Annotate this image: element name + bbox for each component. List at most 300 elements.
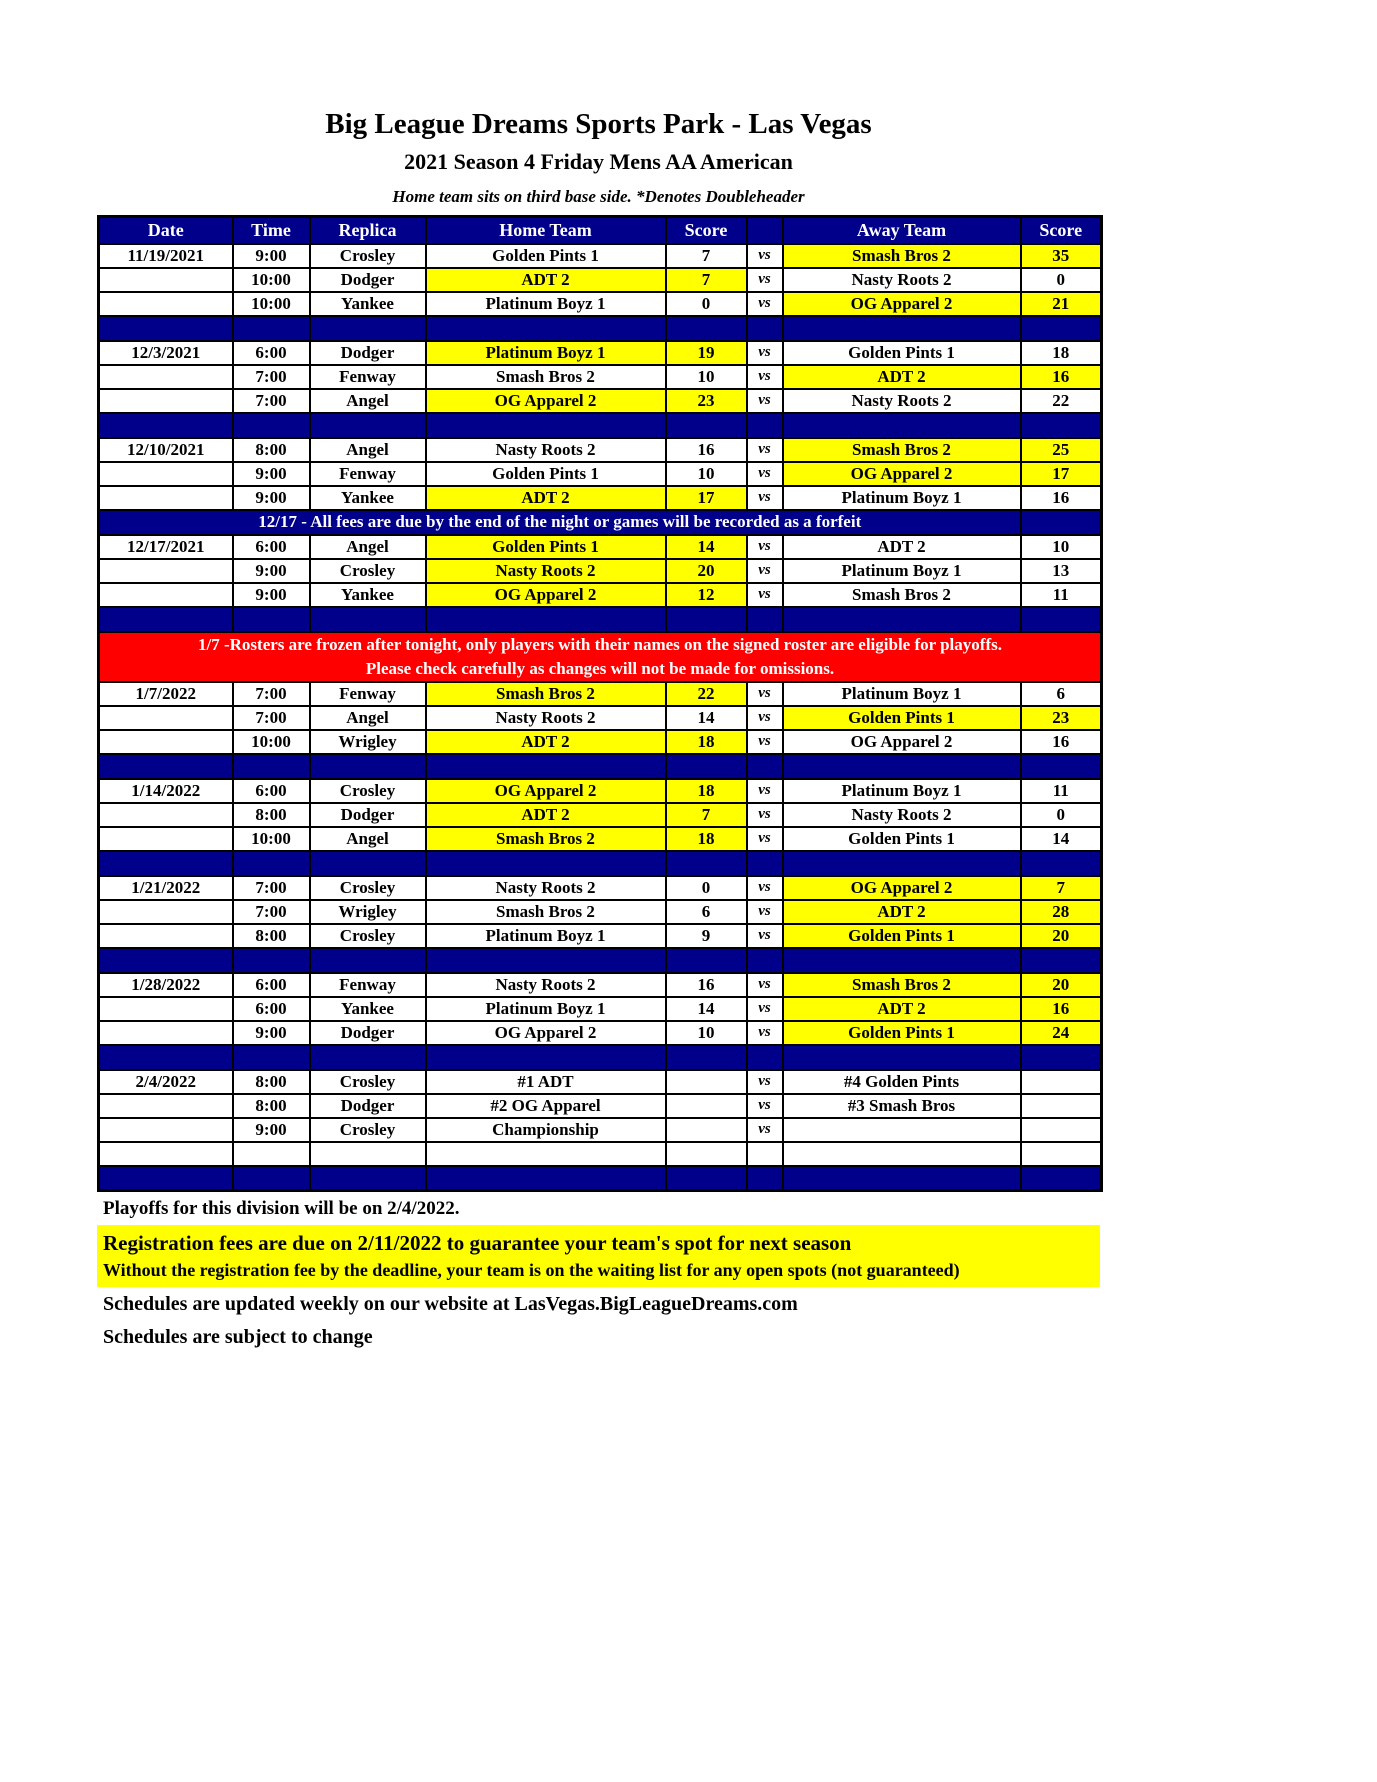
away-team-cell: #4 Golden Pints: [783, 1070, 1021, 1094]
replica-cell: Angel: [310, 389, 426, 413]
home-score-cell: 20: [666, 559, 747, 583]
vs-cell: vs: [747, 438, 783, 462]
away-score-cell: 11: [1021, 583, 1102, 607]
vs-cell: vs: [747, 706, 783, 730]
sep-cell: [99, 1166, 233, 1191]
roster-notice-text: [99, 632, 1102, 682]
replica-cell: Crosley: [310, 244, 426, 268]
time-cell: 7:00: [233, 900, 310, 924]
sep-cell: [783, 851, 1021, 876]
replica-cell: Dodger: [310, 1021, 426, 1045]
date-cell: [99, 486, 233, 510]
home-team-cell: Nasty Roots 2: [426, 438, 666, 462]
replica-cell: Fenway: [310, 973, 426, 997]
away-team-cell: Golden Pints 1: [783, 827, 1021, 851]
empty-cell: [426, 1142, 666, 1166]
replica-cell: Yankee: [310, 583, 426, 607]
time-cell: 7:00: [233, 876, 310, 900]
home-team-cell: Platinum Boyz 1: [426, 341, 666, 365]
home-team-cell: Smash Bros 2: [426, 900, 666, 924]
away-score-cell: 14: [1021, 827, 1102, 851]
game-row: [99, 779, 1102, 803]
away-team-cell: Smash Bros 2: [783, 973, 1021, 997]
game-row: [99, 876, 1102, 900]
vs-cell: vs: [747, 973, 783, 997]
empty-cell: [1021, 1142, 1102, 1166]
away-team-cell: #3 Smash Bros: [783, 1094, 1021, 1118]
vs-cell: vs: [747, 389, 783, 413]
away-team-cell: OG Apparel 2: [783, 292, 1021, 316]
home-team-cell: Nasty Roots 2: [426, 559, 666, 583]
home-team-cell: Golden Pints 1: [426, 244, 666, 268]
game-row: [99, 1094, 1102, 1118]
sep-cell: [310, 1166, 426, 1191]
time-cell: 8:00: [233, 924, 310, 948]
away-team-cell: Platinum Boyz 1: [783, 779, 1021, 803]
away-team-cell: Platinum Boyz 1: [783, 682, 1021, 706]
away-team-cell: Smash Bros 2: [783, 244, 1021, 268]
replica-cell: Dodger: [310, 803, 426, 827]
sep-cell: [747, 754, 783, 779]
home-score-cell: 22: [666, 682, 747, 706]
time-cell: 9:00: [233, 462, 310, 486]
home-score-cell: 7: [666, 268, 747, 292]
sep-cell: [233, 754, 310, 779]
sep-cell: [1021, 754, 1102, 779]
game-row: [99, 341, 1102, 365]
home-team-cell: Platinum Boyz 1: [426, 292, 666, 316]
away-score-cell: 10: [1021, 535, 1102, 559]
away-score-cell: 21: [1021, 292, 1102, 316]
home-team-cell: Smash Bros 2: [426, 682, 666, 706]
vs-cell: vs: [747, 535, 783, 559]
sep-cell: [666, 413, 747, 438]
game-row: [99, 1021, 1102, 1045]
footer-registration-note: Registration fees are due on 2/11/2022 to guarantee your team's spot for next season: [103, 1231, 852, 1255]
sep-cell: [426, 316, 666, 341]
sep-cell: [99, 1045, 233, 1070]
vs-cell: vs: [747, 268, 783, 292]
away-team-cell: Nasty Roots 2: [783, 389, 1021, 413]
away-team-cell: [783, 1118, 1021, 1142]
empty-row: [99, 1142, 1102, 1166]
separator-row: [99, 413, 1102, 438]
replica-cell: Yankee: [310, 292, 426, 316]
header-date: Date: [99, 217, 233, 244]
away-score-cell: 22: [1021, 389, 1102, 413]
replica-cell: Yankee: [310, 997, 426, 1021]
home-team-cell: ADT 2: [426, 486, 666, 510]
sep-cell: [1021, 1166, 1102, 1191]
game-row: [99, 1118, 1102, 1142]
away-team-cell: Golden Pints 1: [783, 1021, 1021, 1045]
away-team-cell: Golden Pints 1: [783, 341, 1021, 365]
home-team-cell: Nasty Roots 2: [426, 973, 666, 997]
sep-cell: [99, 316, 233, 341]
vs-cell: vs: [747, 827, 783, 851]
time-cell: 9:00: [233, 559, 310, 583]
away-score-cell: 35: [1021, 244, 1102, 268]
time-cell: 8:00: [233, 1070, 310, 1094]
date-cell: 12/3/2021: [99, 341, 233, 365]
away-score-cell: 11: [1021, 779, 1102, 803]
vs-cell: vs: [747, 900, 783, 924]
sep-cell: [1021, 316, 1102, 341]
game-row: [99, 730, 1102, 754]
game-row: [99, 997, 1102, 1021]
away-team-cell: Smash Bros 2: [783, 438, 1021, 462]
time-cell: 9:00: [233, 244, 310, 268]
date-cell: [99, 1021, 233, 1045]
time-cell: 6:00: [233, 779, 310, 803]
away-score-cell: 18: [1021, 341, 1102, 365]
sep-cell: [666, 607, 747, 632]
sep-cell: [310, 1045, 426, 1070]
empty-cell: [783, 1142, 1021, 1166]
sep-cell: [426, 413, 666, 438]
footer-website-note: Schedules are updated weekly on our website at LasVegas.BigLeagueDreams.com: [103, 1293, 798, 1315]
replica-cell: Angel: [310, 706, 426, 730]
sep-cell: [99, 948, 233, 973]
away-score-cell: [1021, 1070, 1102, 1094]
date-cell: 12/17/2021: [99, 535, 233, 559]
away-team-cell: ADT 2: [783, 365, 1021, 389]
time-cell: 9:00: [233, 1118, 310, 1142]
replica-cell: Angel: [310, 438, 426, 462]
date-cell: [99, 1094, 233, 1118]
separator-row: [99, 607, 1102, 632]
sep-cell: [310, 607, 426, 632]
time-cell: 6:00: [233, 535, 310, 559]
game-row: [99, 900, 1102, 924]
date-cell: [99, 389, 233, 413]
home-team-cell: Nasty Roots 2: [426, 706, 666, 730]
sep-cell: [747, 1166, 783, 1191]
replica-cell: Wrigley: [310, 900, 426, 924]
home-score-cell: 17: [666, 486, 747, 510]
away-team-cell: Platinum Boyz 1: [783, 486, 1021, 510]
fees-notice-row: [99, 510, 1102, 535]
replica-cell: Angel: [310, 535, 426, 559]
sep-cell: [1021, 413, 1102, 438]
time-cell: 8:00: [233, 1094, 310, 1118]
header-home-team: Home Team: [426, 217, 666, 244]
time-cell: 9:00: [233, 1021, 310, 1045]
sep-cell: [99, 851, 233, 876]
date-cell: [99, 583, 233, 607]
away-team-cell: OG Apparel 2: [783, 876, 1021, 900]
home-team-cell: OG Apparel 2: [426, 583, 666, 607]
replica-cell: Fenway: [310, 462, 426, 486]
separator-row: [99, 754, 1102, 779]
away-score-cell: 17: [1021, 462, 1102, 486]
replica-cell: Angel: [310, 827, 426, 851]
time-cell: 7:00: [233, 389, 310, 413]
sep-cell: [233, 607, 310, 632]
home-score-cell: 23: [666, 389, 747, 413]
home-score-cell: 0: [666, 876, 747, 900]
home-score-cell: 10: [666, 1021, 747, 1045]
away-team-cell: ADT 2: [783, 535, 1021, 559]
sep-cell: [666, 948, 747, 973]
date-cell: 1/14/2022: [99, 779, 233, 803]
time-cell: 10:00: [233, 827, 310, 851]
game-row: [99, 389, 1102, 413]
sep-cell: [310, 754, 426, 779]
game-row: [99, 924, 1102, 948]
page-title: Big League Dreams Sports Park - Las Vegas: [325, 108, 872, 140]
home-team-cell: Golden Pints 1: [426, 462, 666, 486]
vs-cell: vs: [747, 997, 783, 1021]
header-replica: Replica: [310, 217, 426, 244]
fees-notice-score-cell: [1021, 510, 1102, 535]
home-score-cell: 7: [666, 244, 747, 268]
away-score-cell: 20: [1021, 973, 1102, 997]
roster-notice-line: Please check carefully as changes will not be made for omissions.: [365, 658, 835, 678]
page-content: [97, 0, 1100, 1351]
date-cell: [99, 559, 233, 583]
time-cell: 6:00: [233, 341, 310, 365]
date-cell: 2/4/2022: [99, 1070, 233, 1094]
header-vs: [747, 217, 783, 244]
replica-cell: Dodger: [310, 341, 426, 365]
away-score-cell: 24: [1021, 1021, 1102, 1045]
empty-cell: [310, 1142, 426, 1166]
sep-cell: [99, 607, 233, 632]
sep-cell: [666, 851, 747, 876]
replica-cell: Dodger: [310, 1094, 426, 1118]
game-row: [99, 535, 1102, 559]
game-row: [99, 292, 1102, 316]
sep-cell: [666, 1166, 747, 1191]
game-row: [99, 827, 1102, 851]
replica-cell: Crosley: [310, 779, 426, 803]
home-team-cell: Championship: [426, 1118, 666, 1142]
sep-cell: [233, 413, 310, 438]
sep-cell: [426, 851, 666, 876]
home-score-cell: 14: [666, 535, 747, 559]
vs-cell: vs: [747, 341, 783, 365]
home-team-cell: Platinum Boyz 1: [426, 924, 666, 948]
home-score-cell: 16: [666, 438, 747, 462]
vs-cell: vs: [747, 779, 783, 803]
sep-cell: [233, 1045, 310, 1070]
roster-notice-row: [99, 632, 1102, 682]
separator-row: [99, 851, 1102, 876]
away-score-cell: 16: [1021, 997, 1102, 1021]
game-row: [99, 973, 1102, 997]
sep-cell: [747, 851, 783, 876]
page-subtitle: 2021 Season 4 Friday Mens AA American: [404, 149, 793, 174]
schedule-note: Home team sits on third base side. *Denotes Doubleheader: [392, 187, 805, 206]
home-score-cell: 12: [666, 583, 747, 607]
home-score-cell: 7: [666, 803, 747, 827]
sep-cell: [233, 1166, 310, 1191]
home-score-cell: 9: [666, 924, 747, 948]
sep-cell: [747, 607, 783, 632]
home-score-cell: 14: [666, 997, 747, 1021]
sep-cell: [783, 754, 1021, 779]
date-cell: [99, 900, 233, 924]
home-team-cell: ADT 2: [426, 268, 666, 292]
home-score-cell: [666, 1070, 747, 1094]
replica-cell: Crosley: [310, 1070, 426, 1094]
replica-cell: Wrigley: [310, 730, 426, 754]
away-score-cell: 16: [1021, 486, 1102, 510]
game-row: [99, 438, 1102, 462]
home-team-cell: #1 ADT: [426, 1070, 666, 1094]
date-cell: 11/19/2021: [99, 244, 233, 268]
replica-cell: Crosley: [310, 559, 426, 583]
date-cell: [99, 924, 233, 948]
sep-cell: [783, 607, 1021, 632]
vs-cell: vs: [747, 682, 783, 706]
vs-cell: vs: [747, 730, 783, 754]
separator-row: [99, 948, 1102, 973]
away-score-cell: 0: [1021, 268, 1102, 292]
game-row: [99, 559, 1102, 583]
time-cell: 10:00: [233, 292, 310, 316]
replica-cell: Crosley: [310, 876, 426, 900]
date-cell: [99, 827, 233, 851]
sep-cell: [426, 1045, 666, 1070]
home-score-cell: 18: [666, 730, 747, 754]
away-score-cell: 16: [1021, 730, 1102, 754]
fees-notice-text: 12/17 - All fees are due by the end of the night or games will be recorded as a forfeit: [99, 510, 1021, 535]
away-team-cell: Platinum Boyz 1: [783, 559, 1021, 583]
header-away-team: Away Team: [783, 217, 1021, 244]
sep-cell: [666, 754, 747, 779]
sep-cell: [99, 413, 233, 438]
replica-cell: Dodger: [310, 268, 426, 292]
away-team-cell: Golden Pints 1: [783, 706, 1021, 730]
home-score-cell: 10: [666, 365, 747, 389]
away-score-cell: 6: [1021, 682, 1102, 706]
vs-cell: vs: [747, 559, 783, 583]
away-team-cell: OG Apparel 2: [783, 462, 1021, 486]
sep-cell: [99, 754, 233, 779]
home-score-cell: [666, 1094, 747, 1118]
date-cell: [99, 997, 233, 1021]
sep-cell: [783, 1166, 1021, 1191]
home-team-cell: Golden Pints 1: [426, 535, 666, 559]
vs-cell: vs: [747, 1094, 783, 1118]
away-score-cell: 16: [1021, 365, 1102, 389]
separator-row: [99, 316, 1102, 341]
sep-cell: [1021, 1045, 1102, 1070]
home-score-cell: 18: [666, 779, 747, 803]
footer-waiting-list-note: Without the registration fee by the deadline, your team is on the waiting list for any open spots (not guaranteed): [103, 1260, 960, 1280]
date-cell: [99, 462, 233, 486]
home-score-cell: 18: [666, 827, 747, 851]
date-cell: [99, 268, 233, 292]
away-team-cell: Golden Pints 1: [783, 924, 1021, 948]
vs-cell: vs: [747, 1070, 783, 1094]
time-cell: 7:00: [233, 365, 310, 389]
away-score-cell: 25: [1021, 438, 1102, 462]
away-score-cell: 23: [1021, 706, 1102, 730]
vs-cell: vs: [747, 803, 783, 827]
sep-cell: [310, 948, 426, 973]
game-row: [99, 583, 1102, 607]
game-row: [99, 268, 1102, 292]
empty-cell: [747, 1142, 783, 1166]
sep-cell: [310, 851, 426, 876]
game-row: [99, 803, 1102, 827]
replica-cell: Crosley: [310, 1118, 426, 1142]
header-row: [99, 217, 1102, 244]
time-cell: 9:00: [233, 486, 310, 510]
away-score-cell: 28: [1021, 900, 1102, 924]
date-cell: [99, 292, 233, 316]
sep-cell: [233, 948, 310, 973]
sep-cell: [233, 316, 310, 341]
footer-subject-note: Schedules are subject to change: [103, 1326, 373, 1348]
sep-cell: [747, 413, 783, 438]
game-row: [99, 244, 1102, 268]
home-team-cell: Smash Bros 2: [426, 827, 666, 851]
game-row: [99, 486, 1102, 510]
home-score-cell: 10: [666, 462, 747, 486]
sep-cell: [783, 316, 1021, 341]
date-cell: [99, 365, 233, 389]
sep-cell: [666, 1045, 747, 1070]
away-team-cell: ADT 2: [783, 900, 1021, 924]
vs-cell: vs: [747, 292, 783, 316]
replica-cell: Fenway: [310, 682, 426, 706]
footer: [97, 1195, 1100, 1351]
sep-cell: [426, 1166, 666, 1191]
vs-cell: vs: [747, 244, 783, 268]
home-score-cell: 16: [666, 973, 747, 997]
sep-cell: [783, 413, 1021, 438]
date-cell: [99, 803, 233, 827]
game-row: [99, 462, 1102, 486]
game-row: [99, 1070, 1102, 1094]
home-team-cell: OG Apparel 2: [426, 1021, 666, 1045]
away-team-cell: OG Apparel 2: [783, 730, 1021, 754]
replica-cell: Fenway: [310, 365, 426, 389]
date-cell: [99, 706, 233, 730]
game-row: [99, 365, 1102, 389]
sep-cell: [747, 1045, 783, 1070]
footer-registration-band: [97, 1225, 1100, 1287]
home-score-cell: 0: [666, 292, 747, 316]
sep-cell: [426, 754, 666, 779]
home-score-cell: 19: [666, 341, 747, 365]
time-cell: 7:00: [233, 706, 310, 730]
away-team-cell: Nasty Roots 2: [783, 268, 1021, 292]
away-score-cell: 0: [1021, 803, 1102, 827]
vs-cell: vs: [747, 924, 783, 948]
home-team-cell: Smash Bros 2: [426, 365, 666, 389]
time-cell: 10:00: [233, 268, 310, 292]
vs-cell: vs: [747, 365, 783, 389]
away-score-cell: [1021, 1094, 1102, 1118]
replica-cell: Crosley: [310, 924, 426, 948]
sep-cell: [1021, 851, 1102, 876]
schedule-table: [97, 215, 1103, 1192]
home-team-cell: OG Apparel 2: [426, 779, 666, 803]
home-team-cell: OG Apparel 2: [426, 389, 666, 413]
date-cell: 1/21/2022: [99, 876, 233, 900]
sep-cell: [747, 948, 783, 973]
time-cell: 6:00: [233, 973, 310, 997]
vs-cell: vs: [747, 1118, 783, 1142]
header-time: Time: [233, 217, 310, 244]
sep-cell: [1021, 607, 1102, 632]
away-team-cell: Smash Bros 2: [783, 583, 1021, 607]
